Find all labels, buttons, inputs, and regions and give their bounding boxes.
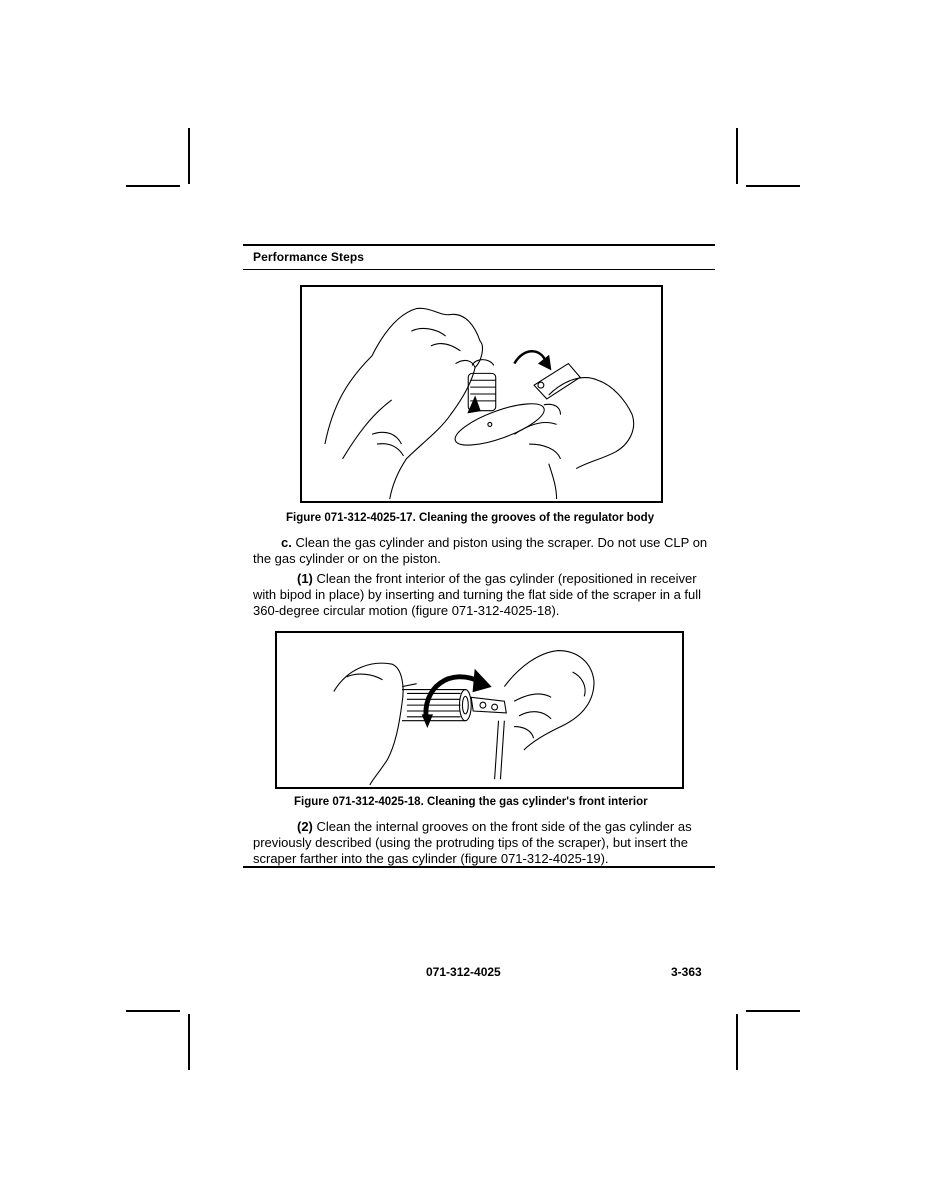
step-c1-text: Clean the front interior of the gas cylinder (repositioned in receiver with bipod in place) by inserting and turning the flat side of the scraper in a full 360-degree circular motion (figure 071-312-4025-18). bbox=[253, 571, 702, 618]
crop-mark-bottom-left-vertical bbox=[188, 1014, 190, 1070]
crop-mark-bottom-right-horizontal bbox=[746, 1010, 800, 1012]
step-c2-paragraph bbox=[253, 819, 713, 867]
figure-18-image bbox=[275, 631, 684, 789]
step-c1-paragraph bbox=[253, 571, 713, 619]
crop-mark-top-left-horizontal bbox=[126, 185, 180, 187]
section-title: Performance Steps bbox=[253, 250, 365, 264]
crop-mark-top-left-vertical bbox=[188, 128, 190, 184]
footer-task-number: 071-312-4025 bbox=[426, 965, 501, 979]
figure-17-image bbox=[300, 285, 663, 503]
step-c1-label: (1) bbox=[297, 571, 313, 586]
figure-17-caption: Figure 071-312-4025-17. Cleaning the grooves of the regulator body bbox=[286, 512, 655, 524]
step-c2-label: (2) bbox=[297, 819, 313, 834]
hands-cleaning-regulator-illustration bbox=[302, 287, 661, 501]
hands-cleaning-gas-cylinder-illustration bbox=[277, 633, 682, 787]
crop-mark-bottom-right-vertical bbox=[736, 1014, 738, 1070]
step-c-label: c. bbox=[281, 535, 292, 550]
step-c2-text: Clean the internal grooves on the front side of the gas cylinder as previously described (using the protruding tips of the scraper), but insert the scraper farther into the gas cylinder (figure 071-312-4025-19). bbox=[253, 819, 692, 866]
step-c-paragraph bbox=[253, 535, 713, 567]
crop-mark-bottom-left-horizontal bbox=[126, 1010, 180, 1012]
footer-page-number: 3-363 bbox=[671, 965, 702, 979]
crop-mark-top-right-vertical bbox=[736, 128, 738, 184]
section-bottom-rule bbox=[243, 866, 715, 868]
header-bottom-rule bbox=[243, 269, 715, 270]
header-top-rule bbox=[243, 244, 715, 246]
step-c-text: Clean the gas cylinder and piston using the scraper. Do not use CLP on the gas cylinder or on the piston. bbox=[253, 535, 708, 566]
crop-mark-top-right-horizontal bbox=[746, 185, 800, 187]
figure-18-caption: Figure 071-312-4025-18. Cleaning the gas cylinder's front interior bbox=[294, 796, 648, 808]
